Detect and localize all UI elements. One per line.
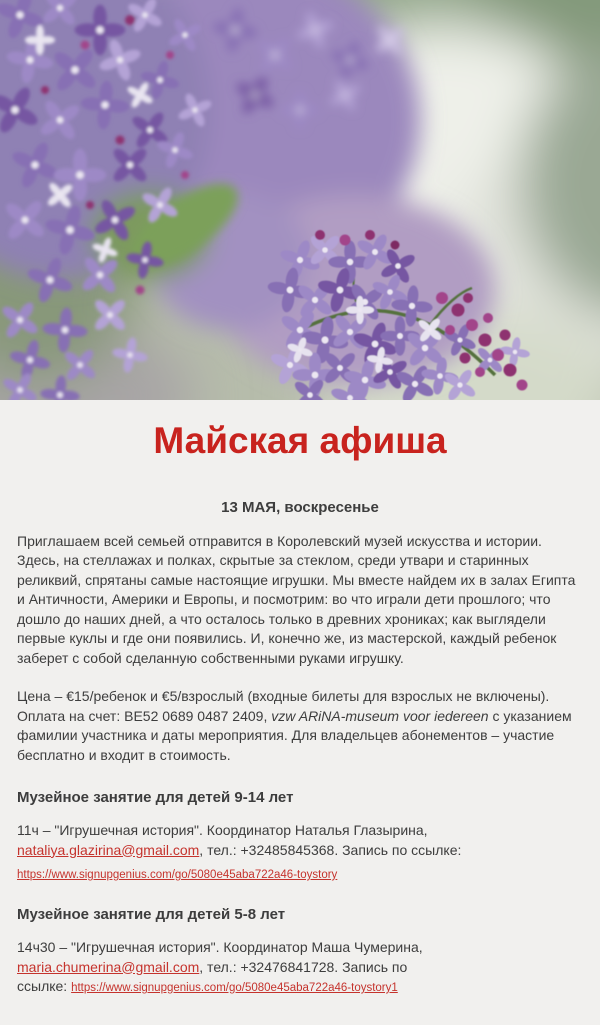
organization-name: vzw ARiNA-museum voor iedereen bbox=[271, 707, 489, 724]
hero-photo-lilacs bbox=[0, 0, 600, 400]
signup-link-line-ages-9-14 bbox=[17, 867, 583, 882]
section-heading-ages-9-14: Музейное занятие для детей 9-14 лет bbox=[17, 789, 294, 807]
phone-and-signup-text: , тел.: +32476841728. Запись по bbox=[199, 958, 408, 975]
lilac-photo-illustration bbox=[0, 0, 600, 400]
pricing-text-end: с указанием фамилии участника и даты мероприятия. Для владельцев абонементов – участие бесплатно и входит в стоимость. bbox=[17, 707, 572, 763]
phone-and-signup-text: , тел.: +32485845368. Запись по ссылке: bbox=[199, 841, 462, 858]
page-title: Майская афиша bbox=[153, 420, 447, 461]
session-info-line: 14ч30 – "Игрушечная история". Координатор Маша Чумерина, bbox=[17, 939, 423, 956]
pricing-paragraph bbox=[17, 687, 583, 765]
event-date: 13 МАЯ, воскресенье bbox=[221, 498, 379, 516]
section-details-ages-9-14 bbox=[17, 821, 583, 860]
pricing-text-start: Цена – €15/ребенок и €5/взрослый (входные билеты для взрослых не включены). Оплата на счет: BE52 0689 0487 2409, bbox=[17, 688, 550, 724]
email-link-maria[interactable]: maria.chumerina@gmail.com bbox=[17, 958, 200, 975]
section-heading-ages-5-8: Музейное занятие для детей 5-8 лет bbox=[17, 906, 286, 924]
signup-link-ages-5-8[interactable]: https://www.signupgenius.com/go/5080e45aba722a46-toystory1 bbox=[71, 982, 398, 995]
newsletter-body bbox=[0, 420, 600, 1025]
signup-link-prefix: ссылке: bbox=[17, 978, 72, 995]
section-details-ages-5-8 bbox=[17, 938, 583, 999]
signup-link-ages-9-14[interactable]: https://www.signupgenius.com/go/5080e45aba722a46-toystory bbox=[17, 869, 338, 882]
session-info-line: 11ч – "Игрушечная история". Координатор Наталья Глазырина, bbox=[17, 822, 428, 839]
email-link-nataliya[interactable]: nataliya.glazirina@gmail.com bbox=[17, 841, 200, 858]
intro-paragraph: Приглашаем всей семьей отправится в Королевский музей искусства и истории. Здесь, на стеллажах и полках, скрытые за стеклом, среди утвари и старинных реликвий, спрятаны самые настоящие игрушки. Мы вместе найдем их в залах Египта и Античности, Америки и Европы, и посмотрим: во что играли дети прошлого; что дошло до наших дней, а что осталось только в древних хрониках; как выглядели первые куклы и где они появились. И, конечно же, из мастерской, каждый ребенок заберет с собой сделанную собственными руками игрушку. bbox=[17, 532, 576, 666]
